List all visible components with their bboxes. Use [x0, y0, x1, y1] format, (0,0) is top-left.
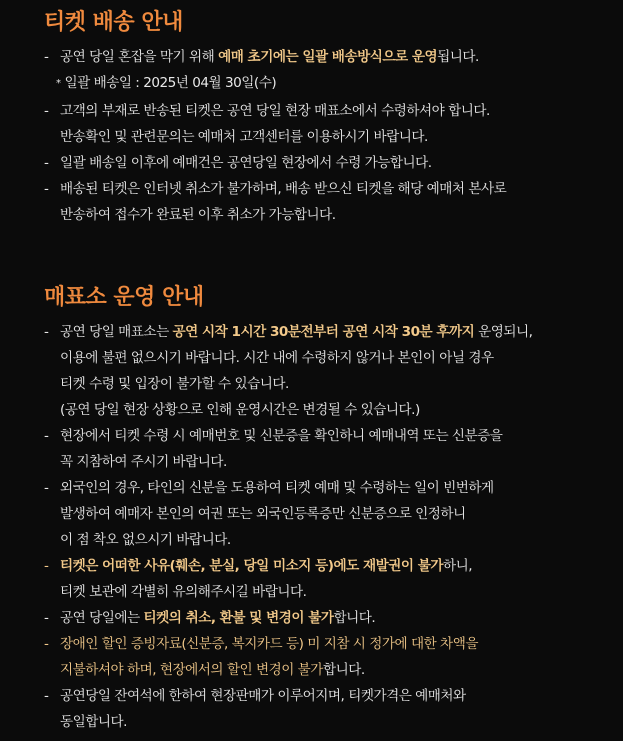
shipping-date: 일괄 배송일 : 2025년 04월 30일(수) [64, 75, 277, 91]
highlight-text: 티켓은 어떠한 사유(훼손, 분실, 당일 미소지 등)에도 재발권이 불가 [60, 558, 444, 574]
list-item: - 일괄 배송일 이후에 예매건은 공연당일 현장에서 수령 가능합니다. [0, 150, 623, 176]
highlight-text: 장애인 할인 증빙자료(신분증, 복지카드 등) 미 지참 시 정가에 대한 차액을 [60, 636, 478, 652]
list-item: - 고객의 부재로 반송된 티켓은 공연 당일 현장 매표소에서 수령하셔야 합니다. 반송확인 및 관련문의는 예매처 고객센터를 이용하시기 바랍니다. [0, 98, 623, 150]
boxoffice-title: 매표소 운영 안내 [44, 285, 204, 310]
bullet-dash: - [44, 558, 49, 574]
list-item: - 배송된 티켓은 인터넷 취소가 불가하며, 배송 받으신 티켓을 해당 예매처 본사로 반송하여 접수가 완료된 이후 취소가 가능합니다. [0, 176, 623, 228]
shipping-list [0, 44, 623, 228]
list-item: - 공연 당일 혼잡을 막기 위해 예매 초기에는 일괄 배송방식으로 운영됩니다. [0, 44, 623, 70]
bullet-dash: - [44, 49, 49, 65]
boxoffice-section [0, 283, 623, 735]
highlight-text: 예매 초기에는 일괄 배송방식으로 운영 [218, 49, 438, 65]
bullet-dash: - [44, 636, 49, 652]
list-item: - 공연당일 잔여석에 한하여 현장판매가 이루어지며, 티켓가격은 예매처와 동일합니다. [0, 683, 623, 735]
bullet-dash: - [44, 181, 49, 197]
bullet-dash: - [44, 610, 49, 626]
highlight-text: 공연 시작 1시간 30분전부터 공연 시작 30분 후까지 [172, 324, 475, 340]
bullet-dash: - [44, 324, 49, 340]
list-item [0, 70, 623, 98]
boxoffice-list [0, 319, 623, 735]
bullet-dash: - [44, 155, 49, 171]
list-item: - 외국인의 경우, 타인의 신분을 도용하여 티켓 예매 및 수령하는 일이 빈번하게 발생하여 예매자 본인의 여권 또는 외국인등록증만 신분증으로 인정하니 이 점 착오 없으시기 바랍니다. [0, 475, 623, 553]
asterisk-icon: * [56, 78, 61, 89]
highlight-text: 지불하셔야 하며, 현장에서의 할인 변경이 불가 [60, 662, 323, 678]
bullet-dash: - [44, 103, 49, 119]
bullet-dash: - [44, 688, 49, 704]
bullet-dash: - [44, 428, 49, 444]
list-item: - 공연 당일 매표소는 공연 시작 1시간 30분전부터 공연 시작 30분 후까지 운영되니, 이용에 불편 없으시기 바랍니다. 시간 내에 수령하지 않거나 본인이 아닐 경우 티켓 수령 및 입장이 불가할 수 있습니다. (공연 당일 현장 상황으로 인해 운영시간은 변경될 수 있습니다.) [0, 319, 623, 423]
list-item: - 공연 당일에는 티켓의 취소, 환불 및 변경이 불가합니다. [0, 605, 623, 631]
bullet-dash: - [44, 480, 49, 496]
list-item: - 티켓은 어떠한 사유(훼손, 분실, 당일 미소지 등)에도 재발권이 불가하니, 티켓 보관에 각별히 유의해주시길 바랍니다. [0, 553, 623, 605]
highlight-text: 티켓의 취소, 환불 및 변경이 불가 [143, 610, 334, 626]
list-item: - 현장에서 티켓 수령 시 예매번호 및 신분증을 확인하니 예매내역 또는 신분증을 꼭 지참하여 주시기 바랍니다. [0, 423, 623, 475]
shipping-section [0, 8, 623, 228]
list-item: - 장애인 할인 증빙자료(신분증, 복지카드 등) 미 지참 시 정가에 대한 차액을 지불하셔야 하며, 현장에서의 할인 변경이 불가합니다. [0, 631, 623, 683]
shipping-title: 티켓 배송 안내 [44, 10, 183, 35]
